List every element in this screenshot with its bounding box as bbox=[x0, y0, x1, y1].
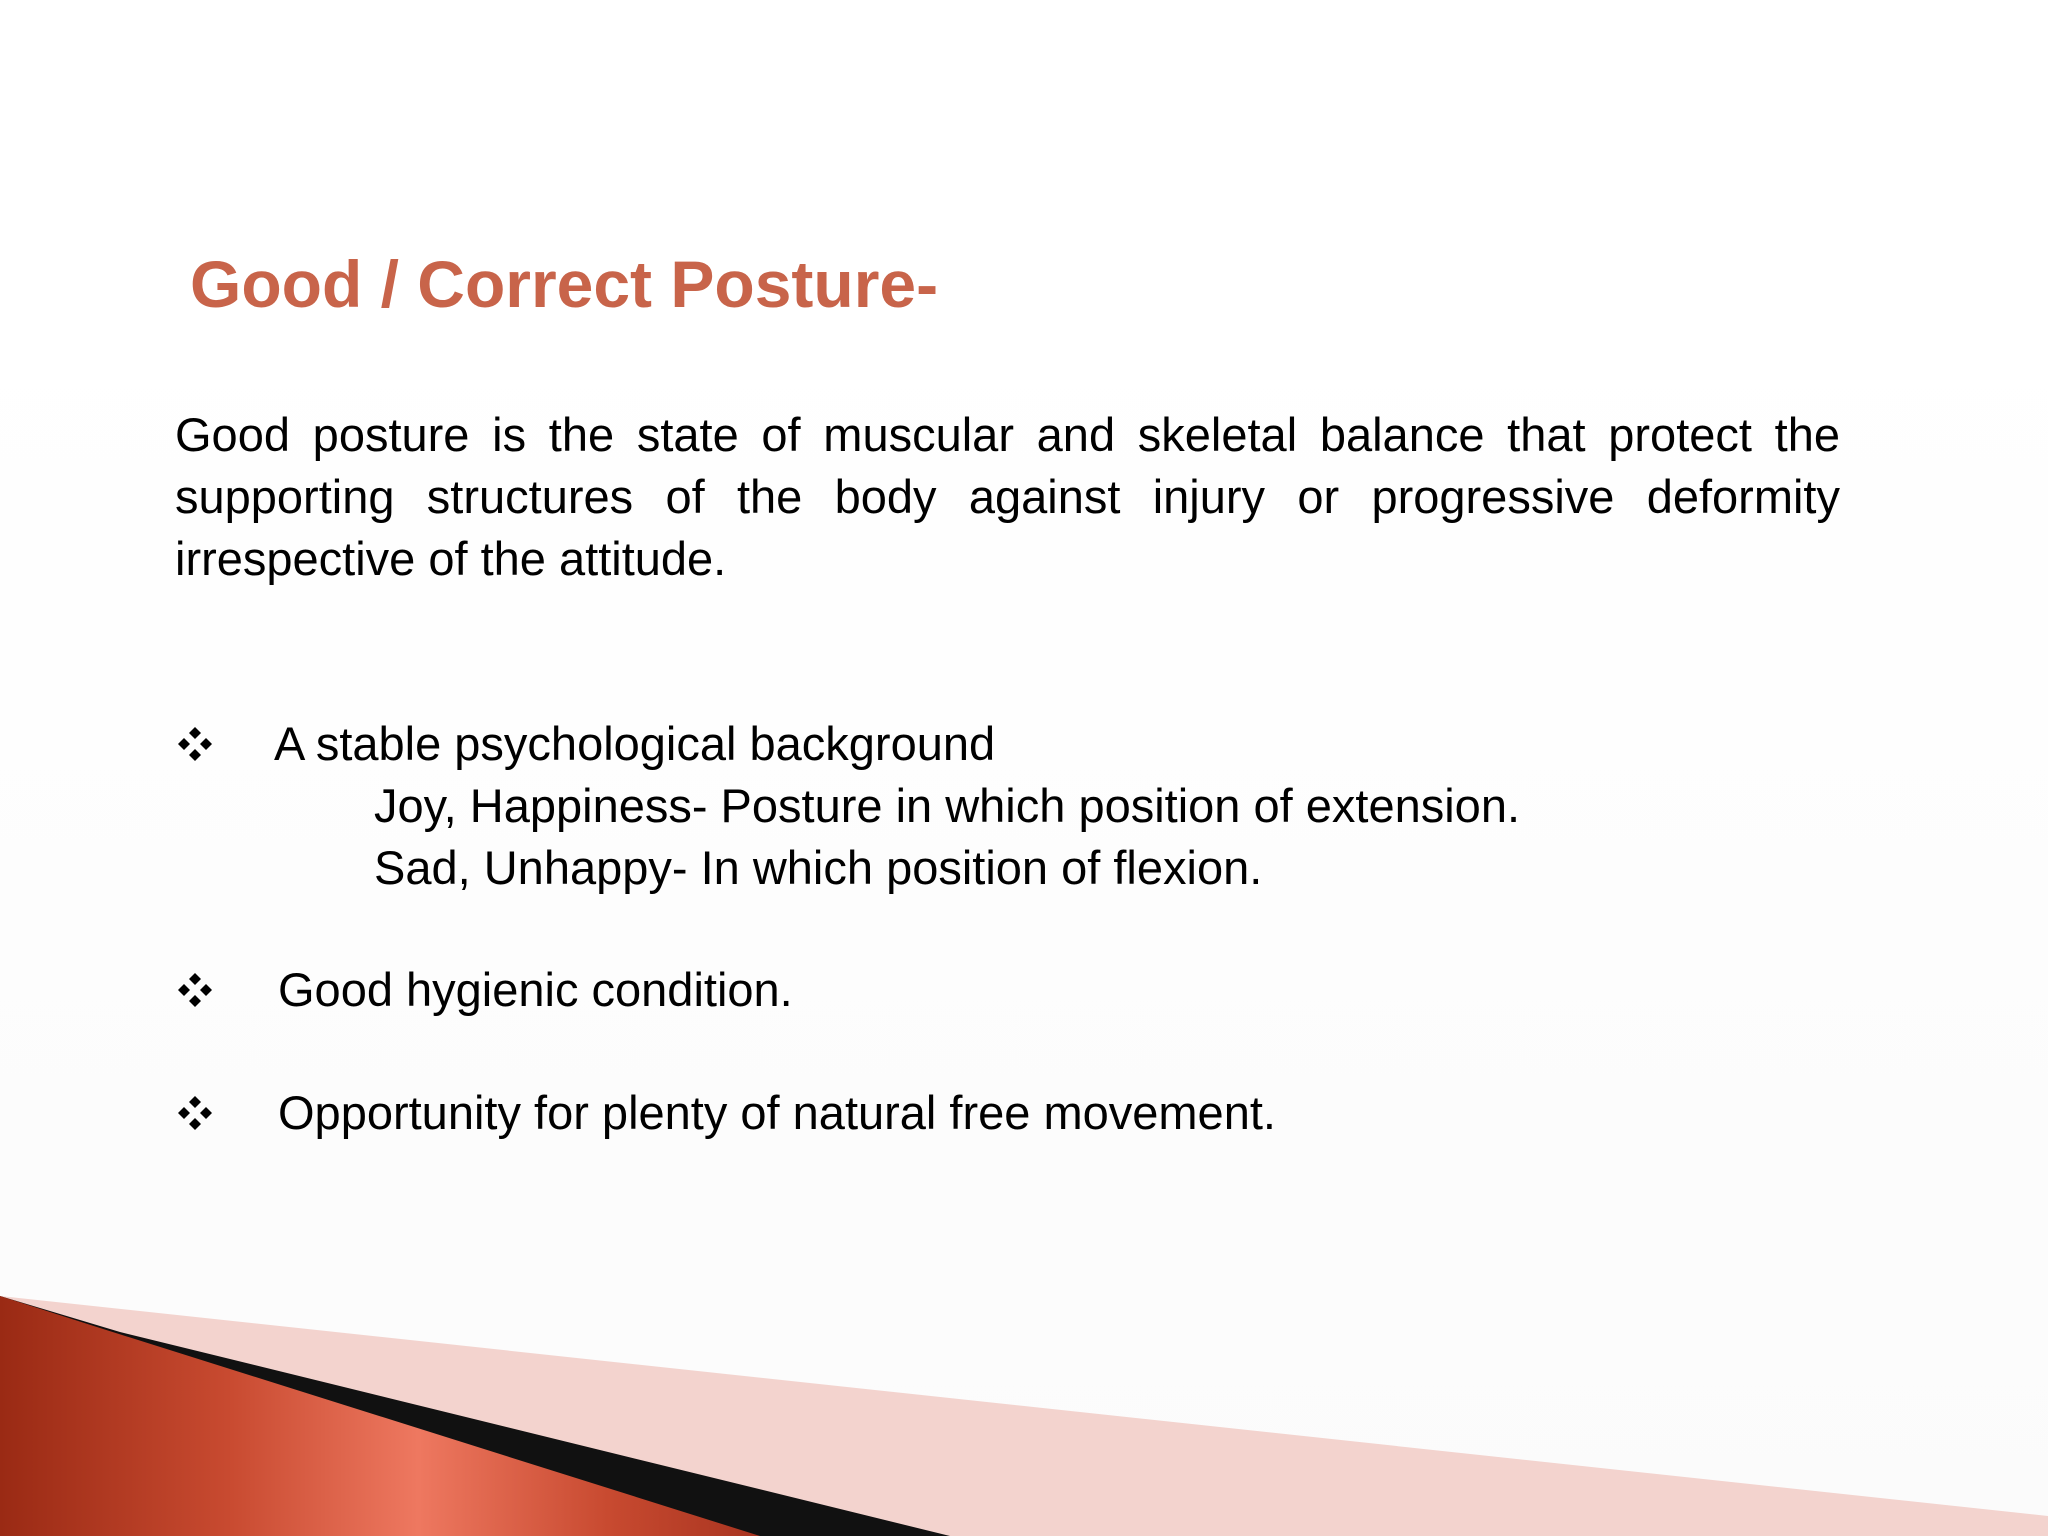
slide-title: Good / Correct Posture- bbox=[190, 247, 939, 321]
bullet-text: Good hygienic condition. bbox=[278, 963, 793, 1016]
bullet-text: Opportunity for plenty of natural free movement. bbox=[278, 1086, 1276, 1139]
corner-swoosh-decoration bbox=[0, 1280, 2048, 1536]
four-diamond-bullet-icon bbox=[175, 1082, 219, 1144]
four-diamond-bullet-icon bbox=[175, 959, 219, 1021]
definition-paragraph: Good posture is the state of muscular and skeletal balance that protect the supporting structures of the body against injury or progressive deformity irrespective of the attitude. bbox=[175, 408, 1840, 585]
four-diamond-bullet-icon bbox=[175, 713, 219, 775]
bullet-text: A stable psychological background bbox=[274, 717, 996, 770]
sub-item: Sad, Unhappy- In which position of flexion. bbox=[374, 841, 1263, 894]
sub-item: Joy, Happiness- Posture in which position of extension. bbox=[374, 779, 1521, 832]
